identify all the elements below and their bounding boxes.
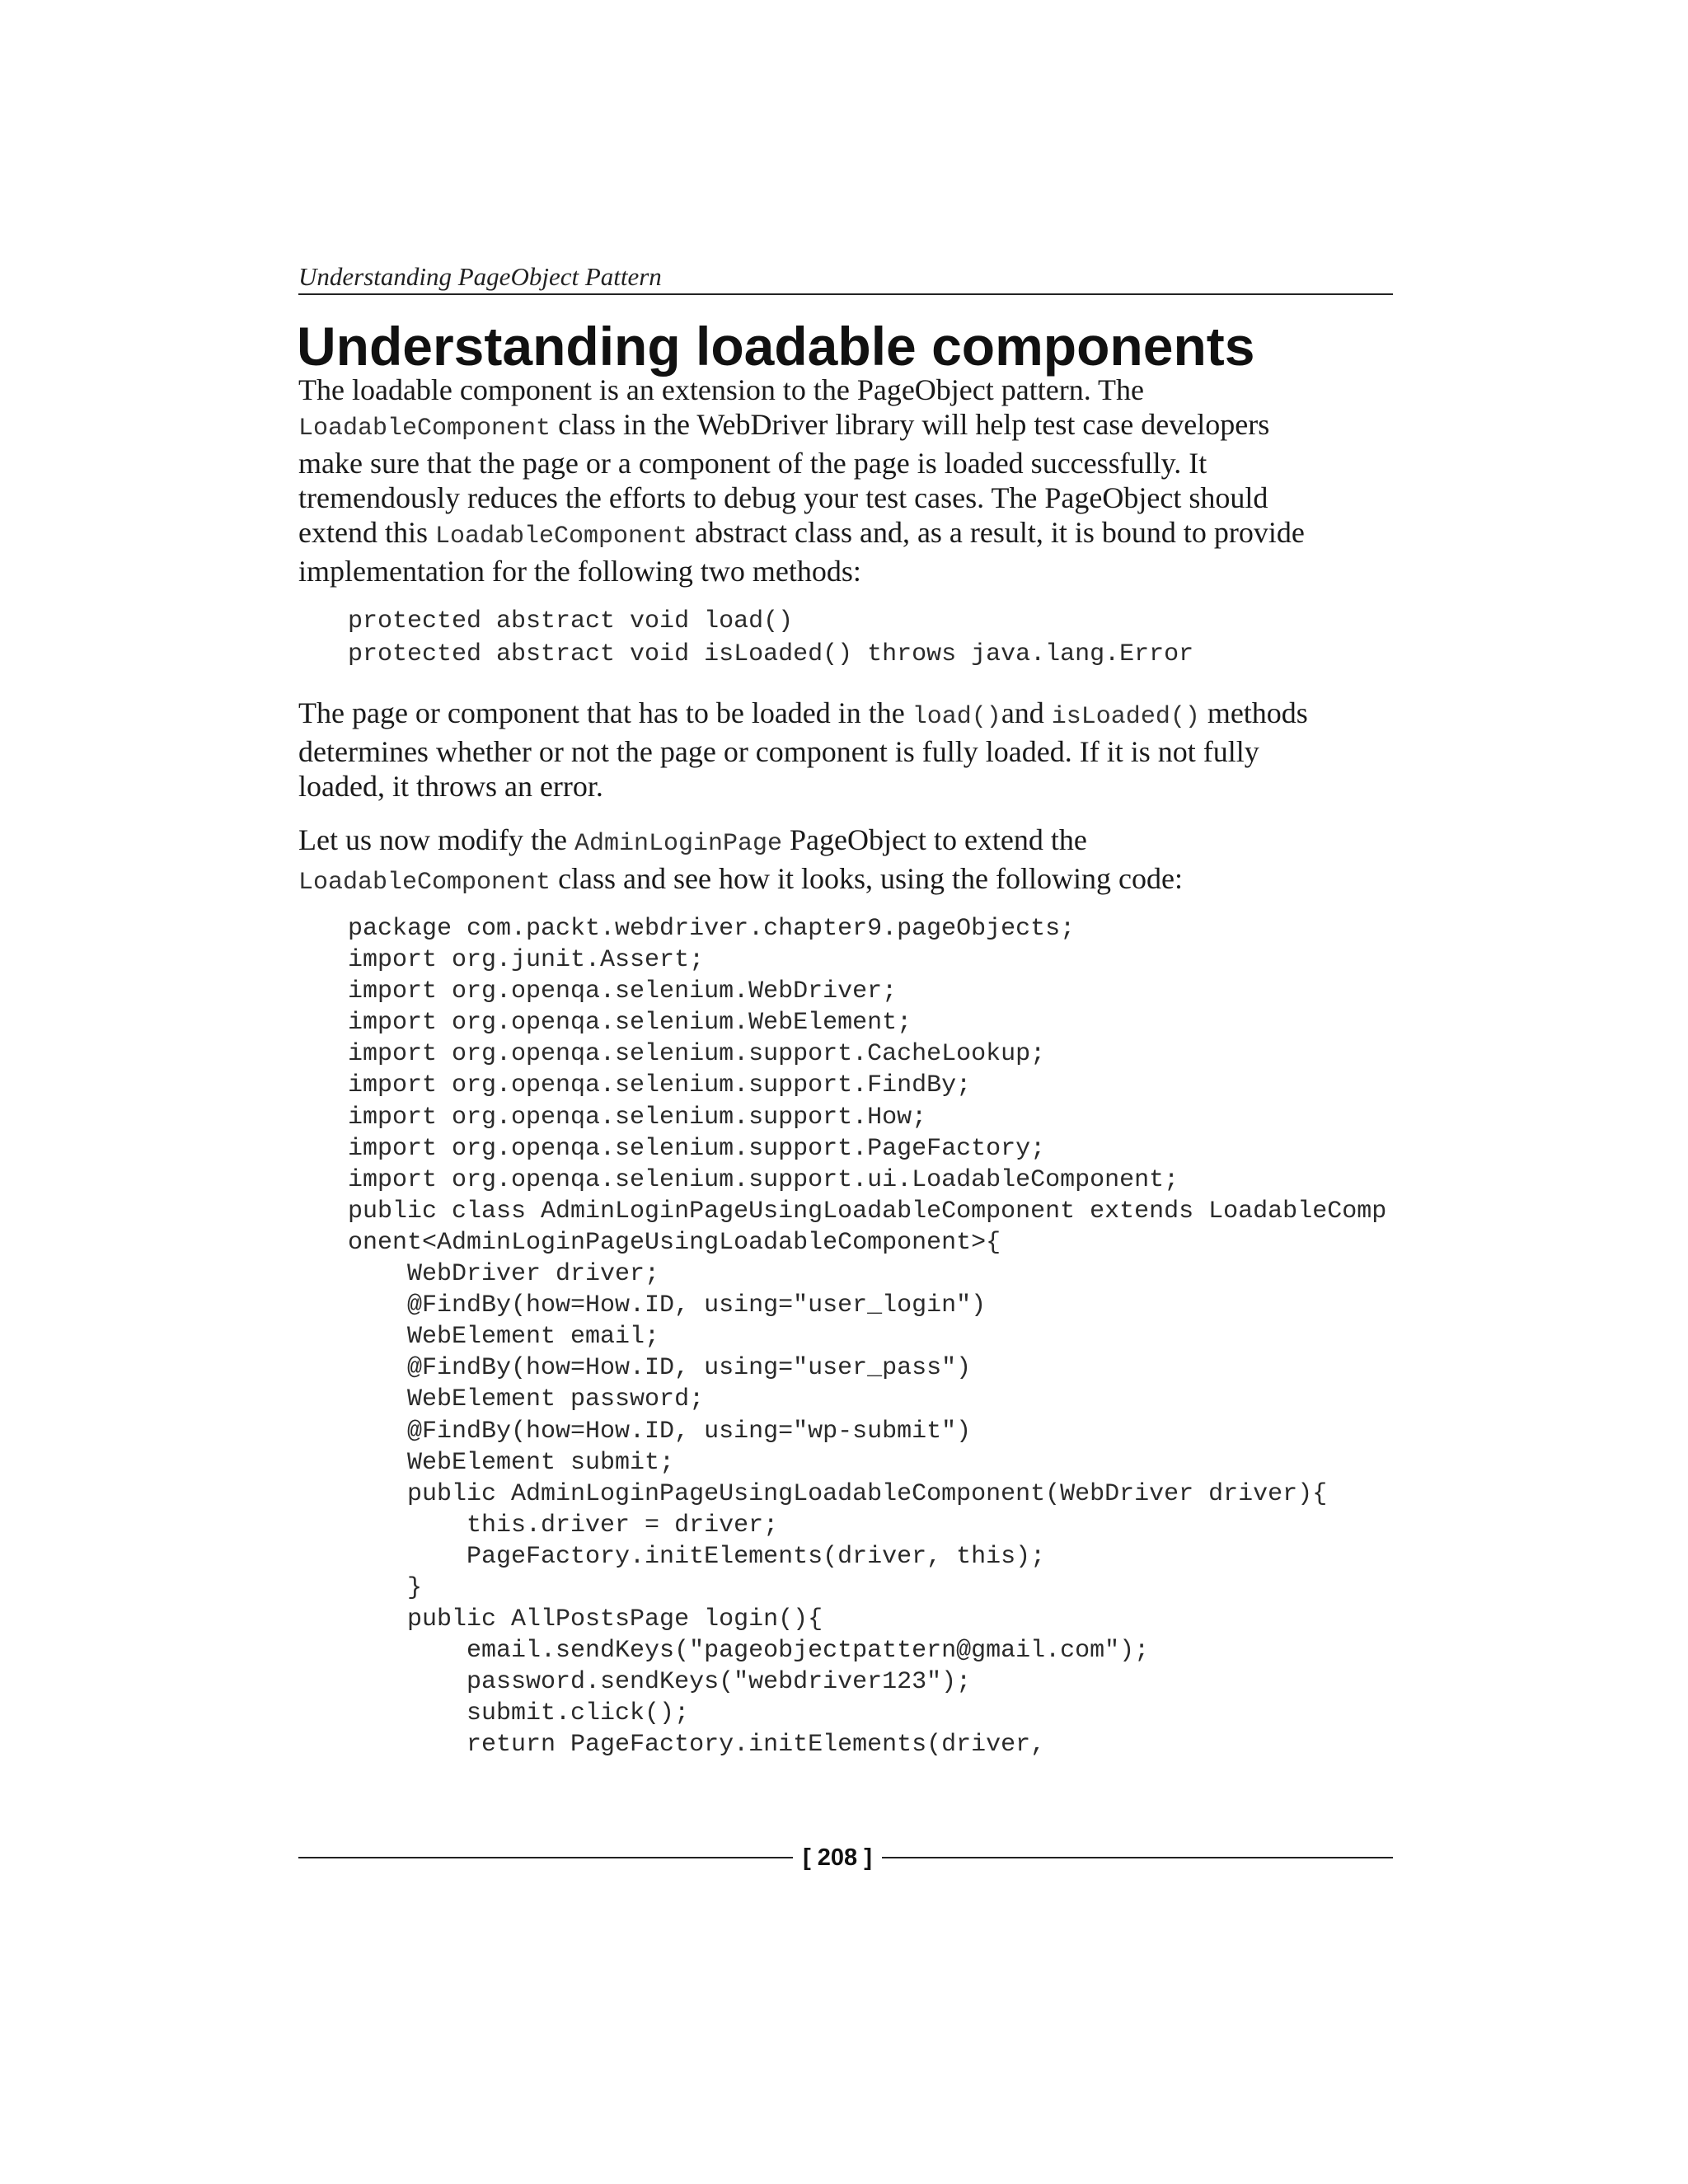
text-run: The loadable component is an extension to the PageObject pattern. The (298, 373, 1145, 406)
code-line: public AllPostsPage login(){ (348, 1605, 823, 1634)
code-line: this.driver = driver; (348, 1511, 779, 1540)
text-run: and (1001, 696, 1052, 729)
inline-code: LoadableComponent (434, 523, 688, 551)
code-line: WebElement password; (348, 1385, 705, 1414)
text-run: class in the WebDriver library will help test case developers (551, 408, 1270, 441)
code-line: public class AdminLoginPageUsingLoadableComponent extends LoadableComp (348, 1197, 1387, 1226)
text-run: make sure that the page or a component of the page is loaded successfully. It (298, 447, 1207, 480)
inline-code: isLoaded() (1051, 703, 1200, 731)
code-line: protected abstract void isLoaded() throws java.lang.Error (348, 640, 1194, 668)
text-line (298, 407, 1305, 446)
footer-rule-right (882, 1857, 1393, 1858)
text-run: determines whether or not the page or component is fully loaded. If it is not fully (298, 735, 1259, 768)
inline-code: load() (912, 703, 1001, 731)
code-line: public AdminLoginPageUsingLoadableComponent(WebDriver driver){ (348, 1479, 1328, 1508)
code-line: submit.click(); (348, 1699, 690, 1728)
text-line (298, 696, 1308, 734)
inline-code: LoadableComponent (298, 869, 551, 897)
text-run: loaded, it throws an error. (298, 770, 603, 803)
inline-code: AdminLoginPage (574, 830, 782, 858)
text-line (298, 554, 1305, 588)
code-line: import org.openqa.selenium.support.CacheLookup; (348, 1040, 1046, 1069)
code-line: @FindBy(how=How.ID, using="wp-submit") (348, 1417, 972, 1446)
code-line: import org.openqa.selenium.support.PageFactory; (348, 1134, 1046, 1163)
section-heading: Understanding loadable components (297, 316, 1255, 377)
code-line: import org.openqa.selenium.WebElement; (348, 1009, 912, 1038)
code-line: import org.junit.Assert; (348, 946, 705, 975)
code-line: return PageFactory.initElements(driver, (348, 1731, 1046, 1760)
code-line: protected abstract void load() (348, 607, 794, 635)
text-run: abstract class and, as a result, it is bound to provide (687, 516, 1305, 549)
text-line (298, 515, 1305, 554)
code-line: import org.openqa.selenium.support.FindBy; (348, 1071, 972, 1100)
footer-rule-left (298, 1857, 793, 1858)
code-line: password.sendKeys("webdriver123"); (348, 1668, 972, 1697)
code-line: import org.openqa.selenium.support.ui.LoadableComponent; (348, 1165, 1179, 1194)
text-run: implementation for the following two methods: (298, 555, 861, 588)
code-line: import org.openqa.selenium.WebDriver; (348, 977, 898, 1006)
text-run: The page or component that has to be loaded in the (298, 696, 912, 729)
text-line (298, 734, 1308, 769)
page-number: [ 208 ] (803, 1844, 872, 1871)
paragraph-modify-pageobject (298, 823, 1183, 900)
text-line (298, 823, 1183, 861)
code-line: package com.packt.webdriver.chapter9.pageObjects; (348, 915, 1076, 943)
code-line: import org.openqa.selenium.support.How; (348, 1103, 927, 1132)
code-line: WebElement email; (348, 1323, 660, 1352)
code-line: } (348, 1573, 423, 1602)
inline-code: LoadableComponent (298, 415, 551, 443)
code-line: WebElement submit; (348, 1448, 675, 1477)
text-line (298, 769, 1308, 804)
code-line: PageFactory.initElements(driver, this); (348, 1542, 1046, 1571)
code-line: WebDriver driver; (348, 1260, 660, 1289)
paragraph-intro (298, 373, 1305, 588)
code-line: @FindBy(how=How.ID, using="user_pass") (348, 1354, 972, 1383)
text-run: tremendously reduces the efforts to debug your test cases. The PageObject should (298, 481, 1268, 514)
code-block-admin-login-page (348, 913, 1386, 1761)
text-line (298, 446, 1305, 480)
code-line: email.sendKeys("pageobjectpattern@gmail.com"); (348, 1637, 1150, 1666)
running-header: Understanding PageObject Pattern (298, 262, 662, 291)
text-run: class and see how it looks, using the following code: (551, 862, 1183, 895)
code-line: onent<AdminLoginPageUsingLoadableComponent>{ (348, 1228, 1001, 1257)
text-line (298, 861, 1183, 900)
text-line (298, 373, 1305, 407)
text-run: methods (1199, 696, 1308, 729)
text-run: Let us now modify the (298, 823, 574, 856)
text-run: extend this (298, 516, 435, 549)
text-run: PageObject to extend the (782, 823, 1087, 856)
text-line (298, 480, 1305, 515)
paragraph-load-methods (298, 696, 1308, 804)
header-rule (298, 293, 1393, 295)
code-line: @FindBy(how=How.ID, using="user_login") (348, 1291, 987, 1320)
code-block-abstract-methods (348, 605, 1193, 671)
